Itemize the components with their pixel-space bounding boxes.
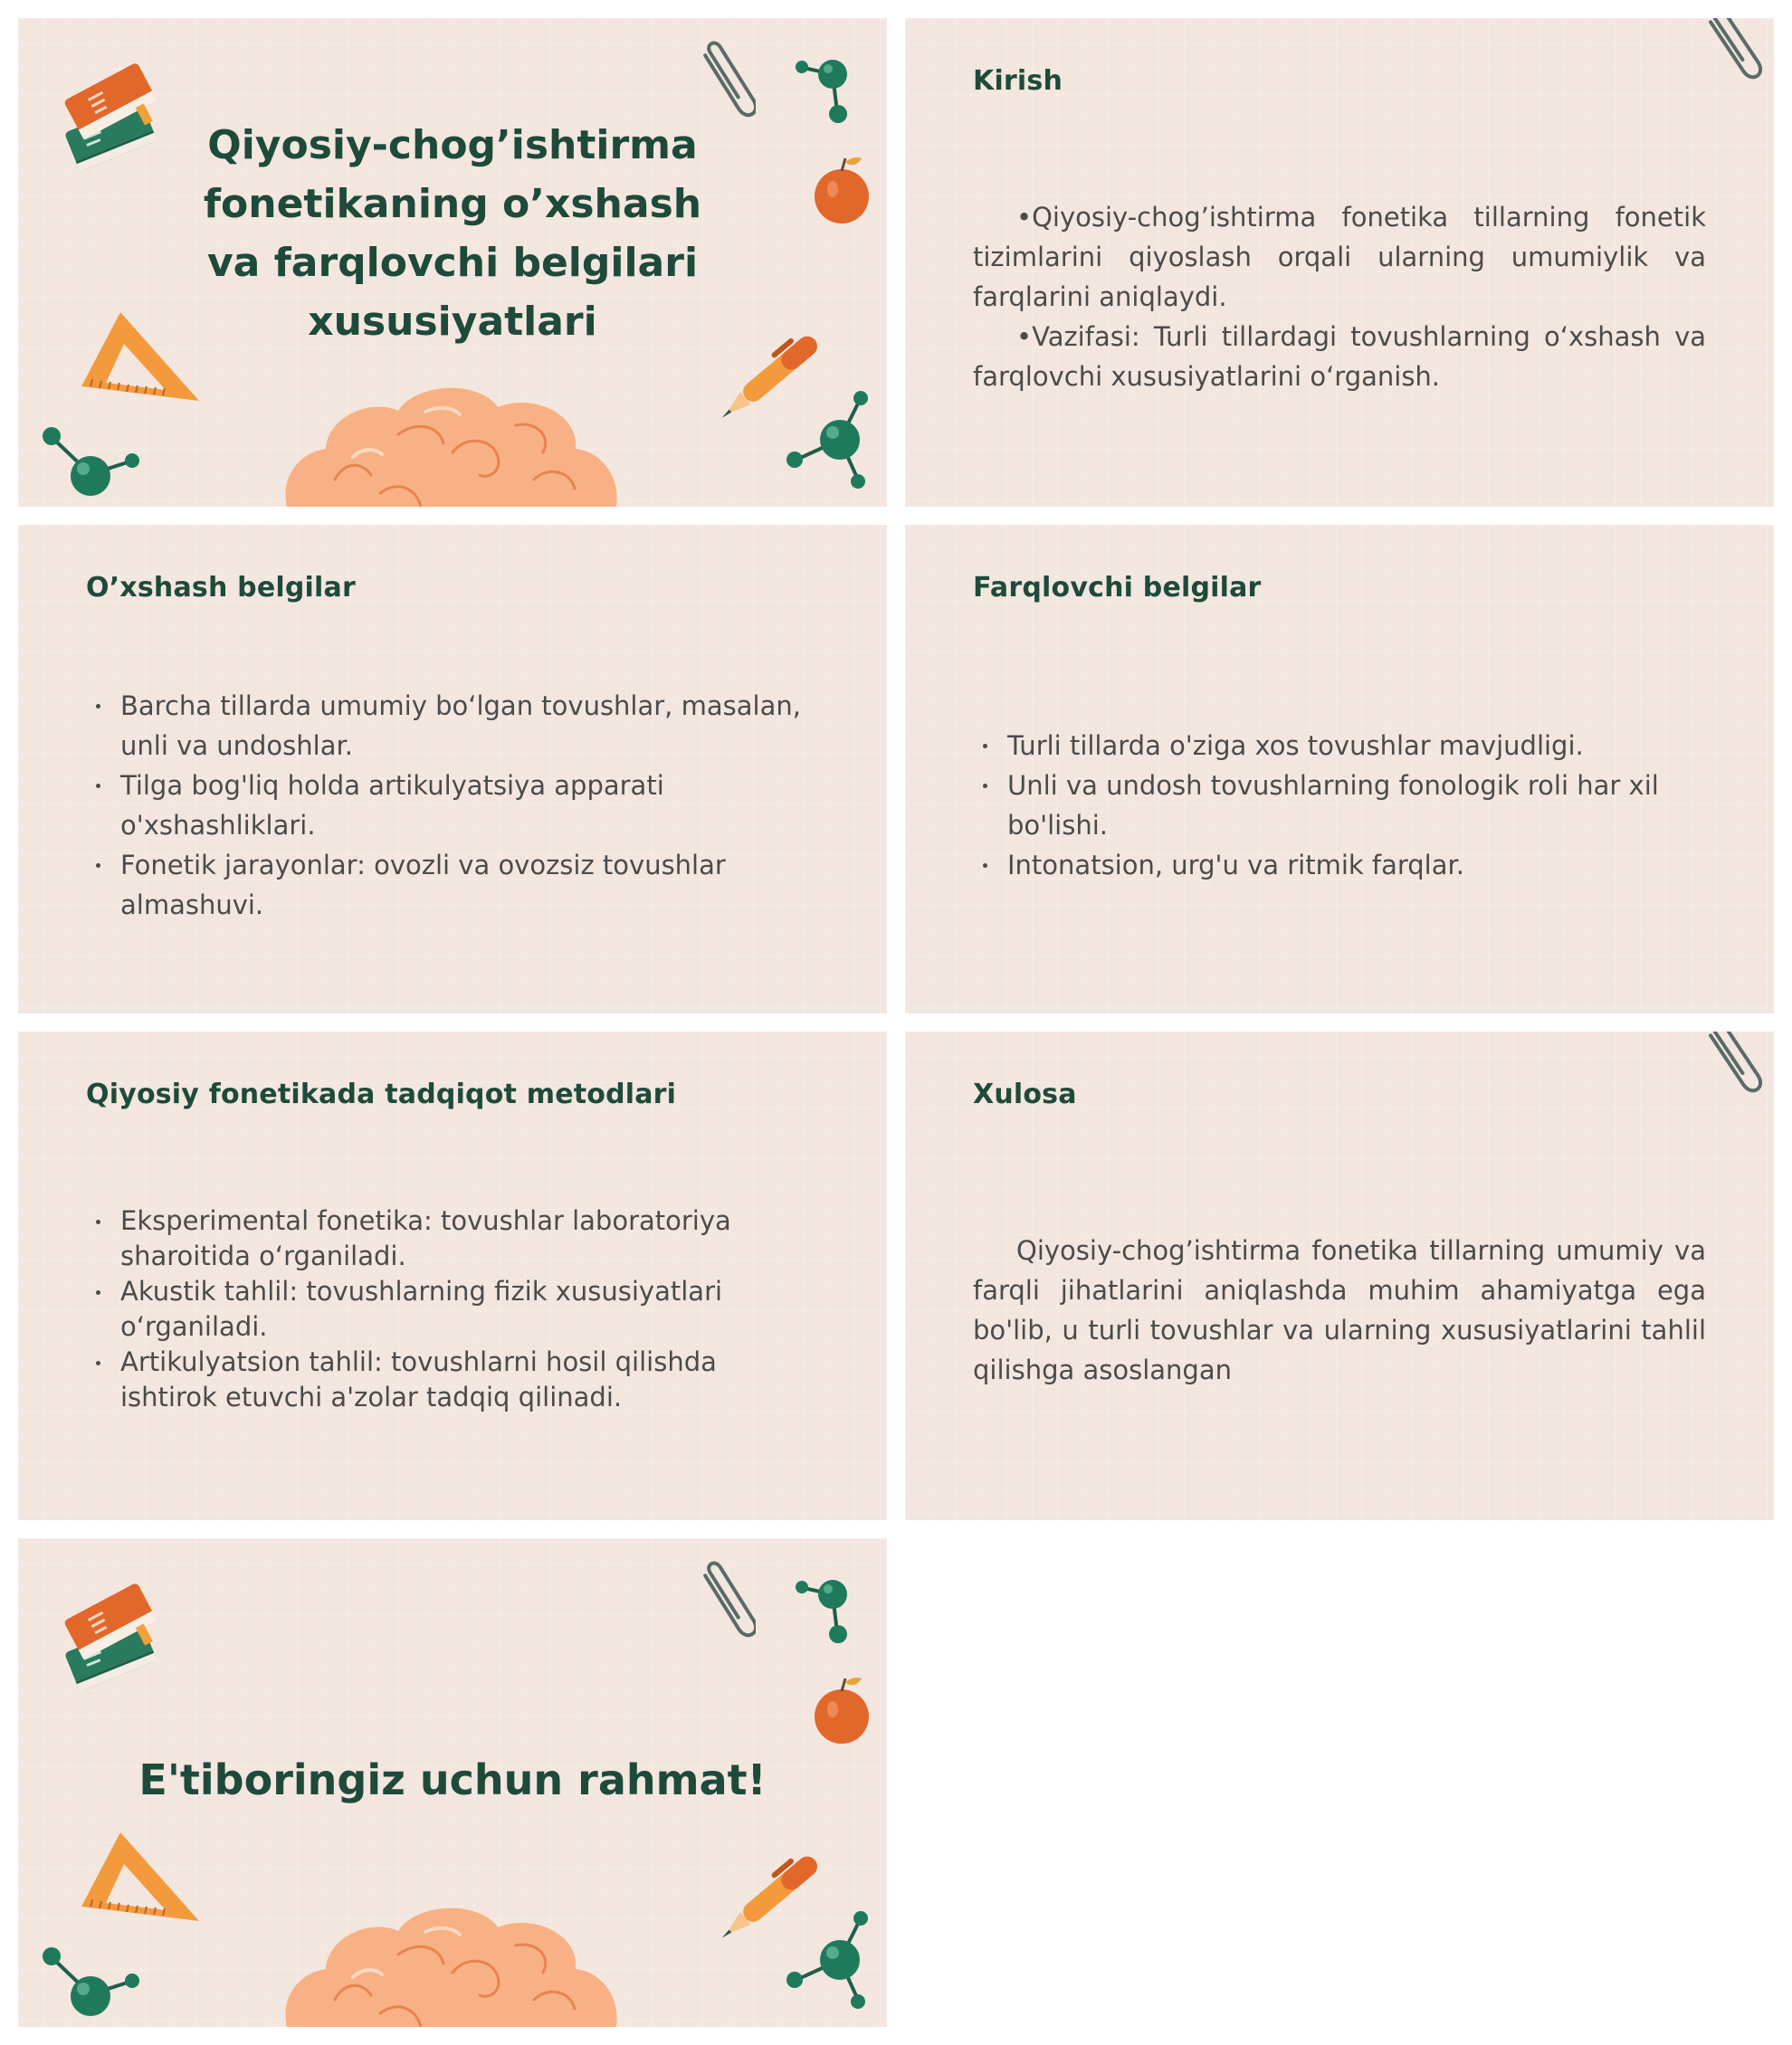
books-icon (45, 45, 172, 190)
thanks-title: E'tiboringiz uchun rahmat! (138, 1755, 767, 1804)
list-item: Eksperimental fonetika: tovushlar laboratoriya sharoitida o‘rganiladi. (86, 1203, 774, 1274)
bullet-list (86, 686, 810, 925)
molecule-icon (769, 1900, 887, 2027)
slide-heading: Farqlovchi belgilar (973, 572, 1262, 604)
apple-icon (805, 1669, 878, 1751)
bullet-list (86, 1203, 774, 1415)
paperclip-icon (692, 1555, 756, 1654)
paperclip-icon (1701, 18, 1765, 100)
list-item: Artikulyatsion tahlil: tovushlarni hosil qilishda ishtirok etuvchi a'zolar tadqiq qilinadi. (86, 1345, 774, 1415)
intro-paragraph: •Qiyosiy-chog’ishtirma fonetika tillarning fonetik tizimlarini qiyoslash orqali ularning umumiylik va farqlarini aniqlaydi. (973, 202, 1706, 312)
molecule-icon (36, 416, 163, 507)
brain-icon (272, 371, 634, 507)
ruler-triangle-icon (68, 1823, 204, 1941)
slide-heading: O’xshash belgilar (86, 572, 356, 604)
conclusion-text (973, 1231, 1706, 1390)
conclusion-paragraph: Qiyosiy-chog’ishtirma fonetika tillarning umumiy va farqli jihatlarini aniqlashda muhim ahamiyatga ega bo'lib, u turli tovushlar va ularning xususiyatlarini tahlil qilishga asoslangan (973, 1235, 1706, 1385)
slide-thanks (18, 1538, 887, 2027)
books-icon (45, 1565, 172, 1710)
intro-text (973, 197, 1706, 396)
list-item: Unli va undosh tovushlarning fonologik roli har xil bo'lishi. (973, 766, 1688, 845)
slide-methods (18, 1032, 887, 1520)
slide-heading: Qiyosiy fonetikada tadqiqot metodlari (86, 1079, 677, 1110)
slide-heading: Kirish (973, 65, 1063, 97)
molecule-icon (787, 1556, 878, 1656)
bullet-list (973, 726, 1688, 885)
molecule-icon (787, 36, 878, 136)
molecule-icon (769, 380, 887, 507)
list-item: Turli tillarda o'ziga xos tovushlar mavjudligi. (973, 726, 1688, 766)
slide-heading: Xulosa (973, 1079, 1077, 1110)
intro-paragraph: •Vazifasi: Turli tillardagi tovushlarning o‘xshash va farqlovchi xususiyatlarini o‘rganish. (973, 321, 1706, 392)
slide-distinct (905, 525, 1774, 1013)
slide-title (18, 18, 887, 507)
apple-icon (805, 149, 878, 231)
presentation-title: Qiyosiy-chog’ishtirma fonetikaning o’xshash va farqlovchi belgilari xususiyatlari (203, 122, 702, 345)
brain-icon (272, 1891, 634, 2027)
slide-conclusion (905, 1032, 1774, 1520)
list-item: Fonetik jarayonlar: ovozli va ovozsiz tovushlar almashuvi. (86, 845, 810, 925)
list-item: Akustik tahlil: tovushlarning fizik xususiyatlari o‘rganiladi. (86, 1274, 774, 1345)
molecule-icon (36, 1936, 163, 2027)
slide-similar (18, 525, 887, 1013)
list-item: Tilga bog'liq holda artikulyatsiya apparati o'xshashliklari. (86, 766, 810, 845)
paperclip-icon (1701, 1032, 1765, 1113)
slide-intro (905, 18, 1774, 507)
list-item: Barcha tillarda umumiy bo‘lgan tovushlar, masalan, unli va undoshlar. (86, 686, 810, 766)
list-item: Intonatsion, urg'u va ritmik farqlar. (973, 845, 1688, 885)
